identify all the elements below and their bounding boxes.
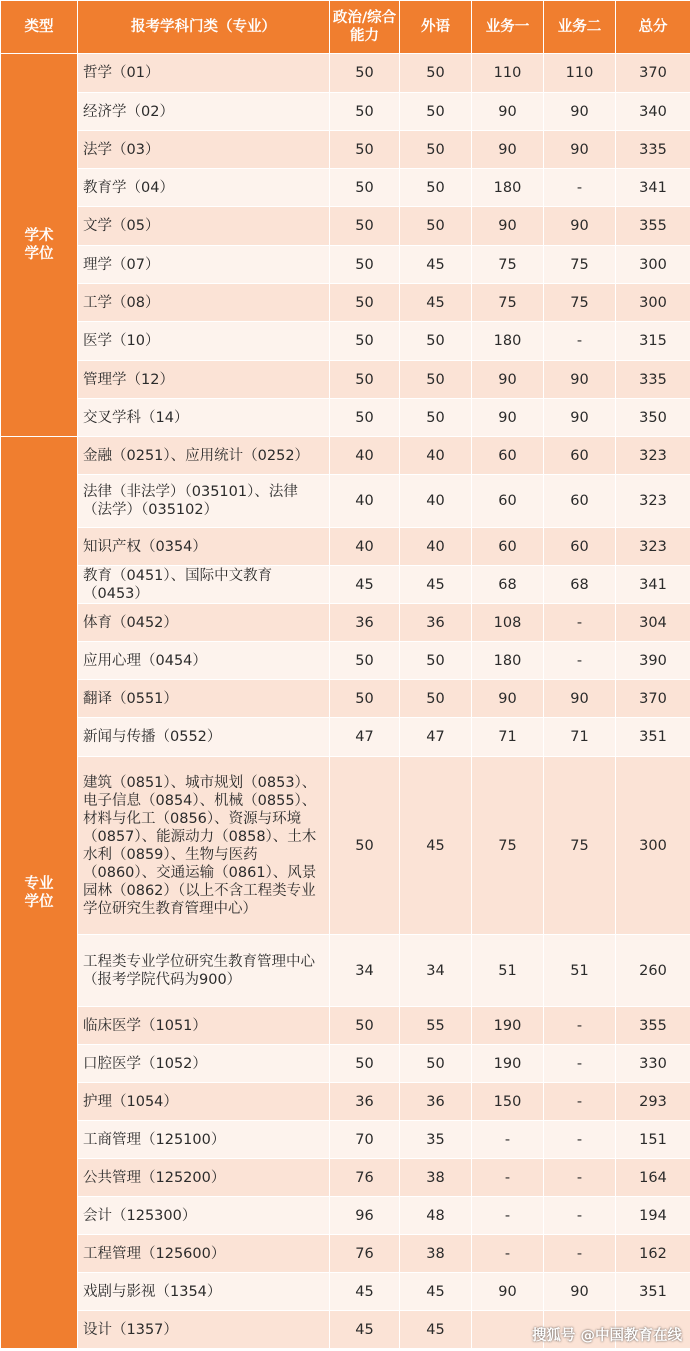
politics-cell: 50 — [330, 361, 400, 399]
table-row — [1, 131, 690, 169]
course1-cell: 90 — [472, 131, 544, 169]
table-row — [1, 169, 690, 207]
degree-type-cell: 学术学位 — [1, 54, 78, 437]
course1-cell: - — [472, 1235, 544, 1273]
table-row — [1, 1273, 690, 1311]
course2-cell: - — [544, 322, 616, 361]
language-cell: 48 — [400, 1197, 472, 1235]
total-cell: 340 — [616, 93, 690, 131]
total-cell: 315 — [616, 322, 690, 361]
course2-cell: 90 — [544, 399, 616, 437]
language-cell: 45 — [400, 246, 472, 284]
politics-cell: 70 — [330, 1121, 400, 1159]
header-language: 外语 — [400, 1, 472, 54]
table-row — [1, 1007, 690, 1045]
course1-cell: 190 — [472, 1007, 544, 1045]
course2-cell: 90 — [544, 680, 616, 718]
language-cell: 38 — [400, 1235, 472, 1273]
subject-cell: 工程管理（125600） — [78, 1235, 330, 1273]
table-row — [1, 642, 690, 680]
language-cell: 45 — [400, 284, 472, 322]
course1-cell: 60 — [472, 437, 544, 475]
total-cell: 351 — [616, 718, 690, 757]
politics-cell: 50 — [330, 1045, 400, 1083]
subject-cell: 交叉学科（14） — [78, 399, 330, 437]
language-cell: 50 — [400, 399, 472, 437]
politics-cell: 45 — [330, 1311, 400, 1349]
language-cell: 40 — [400, 528, 472, 566]
table-row — [1, 1045, 690, 1083]
course2-cell: - — [544, 1159, 616, 1197]
total-cell: 323 — [616, 528, 690, 566]
politics-cell: 50 — [330, 284, 400, 322]
course1-cell: 90 — [472, 1273, 544, 1311]
politics-cell: 50 — [330, 642, 400, 680]
politics-cell: 50 — [330, 207, 400, 246]
course1-cell: 110 — [472, 54, 544, 93]
politics-cell: 50 — [330, 1007, 400, 1045]
table-row — [1, 54, 690, 93]
language-cell: 50 — [400, 54, 472, 93]
course1-cell: 108 — [472, 604, 544, 642]
table-row — [1, 1197, 690, 1235]
table-row — [1, 361, 690, 399]
table-row — [1, 757, 690, 935]
course1-cell: 71 — [472, 718, 544, 757]
politics-cell: 50 — [330, 399, 400, 437]
total-cell: 300 — [616, 757, 690, 935]
header-politics: 政治/综合能力 — [330, 1, 400, 54]
course2-cell: 75 — [544, 284, 616, 322]
table-row — [1, 680, 690, 718]
table-row — [1, 322, 690, 361]
course1-cell: 180 — [472, 169, 544, 207]
total-cell: 300 — [616, 284, 690, 322]
subject-cell: 哲学（01） — [78, 54, 330, 93]
course2-cell: - — [544, 1235, 616, 1273]
table-row — [1, 437, 690, 475]
table-row — [1, 1159, 690, 1197]
total-cell: 355 — [616, 207, 690, 246]
course2-cell: 75 — [544, 757, 616, 935]
table-row — [1, 1121, 690, 1159]
course1-cell: 75 — [472, 246, 544, 284]
course1-cell: 75 — [472, 284, 544, 322]
language-cell: 50 — [400, 680, 472, 718]
course1-cell: 150 — [472, 1083, 544, 1121]
total-cell: 330 — [616, 1045, 690, 1083]
table-row — [1, 399, 690, 437]
table-row — [1, 566, 690, 604]
language-cell: 40 — [400, 475, 472, 528]
total-cell: 260 — [616, 935, 690, 1007]
language-cell: 38 — [400, 1159, 472, 1197]
politics-cell: 45 — [330, 566, 400, 604]
course2-cell: 90 — [544, 1273, 616, 1311]
course2-cell: - — [544, 1197, 616, 1235]
subject-cell: 体育（0452） — [78, 604, 330, 642]
course2-cell: - — [544, 642, 616, 680]
course2-cell: - — [544, 1045, 616, 1083]
table-row — [1, 284, 690, 322]
politics-cell: 50 — [330, 757, 400, 935]
language-cell: 45 — [400, 1311, 472, 1349]
subject-cell: 理学（07） — [78, 246, 330, 284]
total-cell: 194 — [616, 1197, 690, 1235]
course1-cell: - — [472, 1197, 544, 1235]
total-cell: 164 — [616, 1159, 690, 1197]
total-cell: 341 — [616, 566, 690, 604]
total-cell: 323 — [616, 475, 690, 528]
politics-cell: 36 — [330, 1083, 400, 1121]
course1-cell: - — [472, 1159, 544, 1197]
course2-cell: 71 — [544, 718, 616, 757]
course2-cell: 60 — [544, 437, 616, 475]
course2-cell: 60 — [544, 475, 616, 528]
course2-cell: 68 — [544, 566, 616, 604]
header-type: 类型 — [1, 1, 78, 54]
subject-cell: 医学（10） — [78, 322, 330, 361]
table-row — [1, 935, 690, 1007]
politics-cell: 96 — [330, 1197, 400, 1235]
header-total: 总分 — [616, 1, 690, 54]
subject-cell: 工学（08） — [78, 284, 330, 322]
total-cell: 350 — [616, 399, 690, 437]
politics-cell: 50 — [330, 322, 400, 361]
subject-cell: 法学（03） — [78, 131, 330, 169]
subject-cell: 法律（非法学）（035101）、法律（法学）（035102） — [78, 475, 330, 528]
politics-cell: 50 — [330, 246, 400, 284]
course2-cell: 75 — [544, 246, 616, 284]
subject-cell: 文学（05） — [78, 207, 330, 246]
course1-cell: 60 — [472, 475, 544, 528]
total-cell: 341 — [616, 169, 690, 207]
header-course2: 业务二 — [544, 1, 616, 54]
language-cell: 50 — [400, 93, 472, 131]
table-row — [1, 1083, 690, 1121]
course1-cell: 51 — [472, 935, 544, 1007]
language-cell: 40 — [400, 437, 472, 475]
politics-cell: 50 — [330, 169, 400, 207]
total-cell: 323 — [616, 437, 690, 475]
subject-cell: 工程类专业学位研究生教育管理中心（报考学院代码为900） — [78, 935, 330, 1007]
language-cell: 50 — [400, 361, 472, 399]
total-cell: 390 — [616, 642, 690, 680]
total-cell: 293 — [616, 1083, 690, 1121]
total-cell: 304 — [616, 604, 690, 642]
header-subject: 报考学科门类（专业） — [78, 1, 330, 54]
subject-cell: 工商管理（125100） — [78, 1121, 330, 1159]
course2-cell: - — [544, 1007, 616, 1045]
subject-cell: 设计（1357） — [78, 1311, 330, 1349]
subject-cell: 教育（0451）、国际中文教育（0453） — [78, 566, 330, 604]
course1-cell: 90 — [472, 207, 544, 246]
course1-cell: 60 — [472, 528, 544, 566]
language-cell: 55 — [400, 1007, 472, 1045]
politics-cell: 50 — [330, 93, 400, 131]
watermark: 搜狐号 @中国教育在线 — [531, 1328, 682, 1344]
politics-cell: 45 — [330, 1273, 400, 1311]
subject-cell: 应用心理（0454） — [78, 642, 330, 680]
politics-cell: 47 — [330, 718, 400, 757]
subject-cell: 临床医学（1051） — [78, 1007, 330, 1045]
course2-cell: - — [544, 1083, 616, 1121]
language-cell: 35 — [400, 1121, 472, 1159]
course2-cell: - — [544, 169, 616, 207]
language-cell: 50 — [400, 1045, 472, 1083]
language-cell: 50 — [400, 322, 472, 361]
subject-cell: 教育学（04） — [78, 169, 330, 207]
table-row — [1, 528, 690, 566]
language-cell: 34 — [400, 935, 472, 1007]
total-cell: 370 — [616, 680, 690, 718]
language-cell: 36 — [400, 604, 472, 642]
course2-cell: 60 — [544, 528, 616, 566]
language-cell: 47 — [400, 718, 472, 757]
language-cell: 45 — [400, 566, 472, 604]
politics-cell: 34 — [330, 935, 400, 1007]
course2-cell: - — [544, 1121, 616, 1159]
language-cell: 50 — [400, 642, 472, 680]
table-row — [1, 718, 690, 757]
subject-cell: 翻译（0551） — [78, 680, 330, 718]
politics-cell: 40 — [330, 437, 400, 475]
politics-cell: 40 — [330, 528, 400, 566]
language-cell: 50 — [400, 169, 472, 207]
language-cell: 45 — [400, 757, 472, 935]
course1-cell: 90 — [472, 399, 544, 437]
table-body — [1, 54, 690, 1349]
degree-type-cell: 专业学位 — [1, 437, 78, 1349]
politics-cell: 50 — [330, 131, 400, 169]
language-cell: 45 — [400, 1273, 472, 1311]
subject-cell: 公共管理（125200） — [78, 1159, 330, 1197]
header-course1: 业务一 — [472, 1, 544, 54]
course2-cell: 90 — [544, 93, 616, 131]
table-row — [1, 475, 690, 528]
course2-cell: 110 — [544, 54, 616, 93]
subject-cell: 新闻与传播（0552） — [78, 718, 330, 757]
politics-cell: 40 — [330, 475, 400, 528]
total-cell: 162 — [616, 1235, 690, 1273]
course1-cell: 90 — [472, 93, 544, 131]
course1-cell: 90 — [472, 361, 544, 399]
total-cell: 355 — [616, 1007, 690, 1045]
total-cell: 335 — [616, 131, 690, 169]
politics-cell: 50 — [330, 54, 400, 93]
politics-cell: 76 — [330, 1235, 400, 1273]
language-cell: 36 — [400, 1083, 472, 1121]
course1-cell: 75 — [472, 757, 544, 935]
table-row — [1, 1235, 690, 1273]
course1-cell: - — [472, 1121, 544, 1159]
course1-cell: 190 — [472, 1045, 544, 1083]
table-row — [1, 246, 690, 284]
subject-cell: 知识产权（0354） — [78, 528, 330, 566]
course1-cell: 180 — [472, 642, 544, 680]
total-cell: 335 — [616, 361, 690, 399]
subject-cell: 口腔医学（1052） — [78, 1045, 330, 1083]
politics-cell: 36 — [330, 604, 400, 642]
table-row — [1, 93, 690, 131]
subject-cell: 管理学（12） — [78, 361, 330, 399]
table-row — [1, 207, 690, 246]
total-cell: 370 — [616, 54, 690, 93]
subject-cell: 戏剧与影视（1354） — [78, 1273, 330, 1311]
subject-cell: 会计（125300） — [78, 1197, 330, 1235]
table-row — [1, 604, 690, 642]
course2-cell: - — [544, 604, 616, 642]
subject-cell: 金融（0251）、应用统计（0252） — [78, 437, 330, 475]
language-cell: 50 — [400, 131, 472, 169]
course1-cell: 180 — [472, 322, 544, 361]
course2-cell: 90 — [544, 361, 616, 399]
subject-cell: 经济学（02） — [78, 93, 330, 131]
table-header-row — [1, 1, 690, 54]
course1-cell: 90 — [472, 680, 544, 718]
politics-cell: 50 — [330, 680, 400, 718]
total-cell: 151 — [616, 1121, 690, 1159]
subject-cell: 建筑（0851）、城市规划（0853）、电子信息（0854）、机械（0855）、材料与化工（0856）、资源与环境（0857）、能源动力（0858）、土木水利（0859）、生物与医药（0860）、交通运输（0861）、风景园林（0862）（以上不含工程类专业学位研究生教育管理中心） — [78, 757, 330, 935]
total-cell: 351 — [616, 1273, 690, 1311]
subject-cell: 护理（1054） — [78, 1083, 330, 1121]
politics-cell: 76 — [330, 1159, 400, 1197]
total-cell: 300 — [616, 246, 690, 284]
course1-cell: 68 — [472, 566, 544, 604]
course2-cell: 90 — [544, 207, 616, 246]
language-cell: 50 — [400, 207, 472, 246]
course2-cell: 90 — [544, 131, 616, 169]
course2-cell: 51 — [544, 935, 616, 1007]
